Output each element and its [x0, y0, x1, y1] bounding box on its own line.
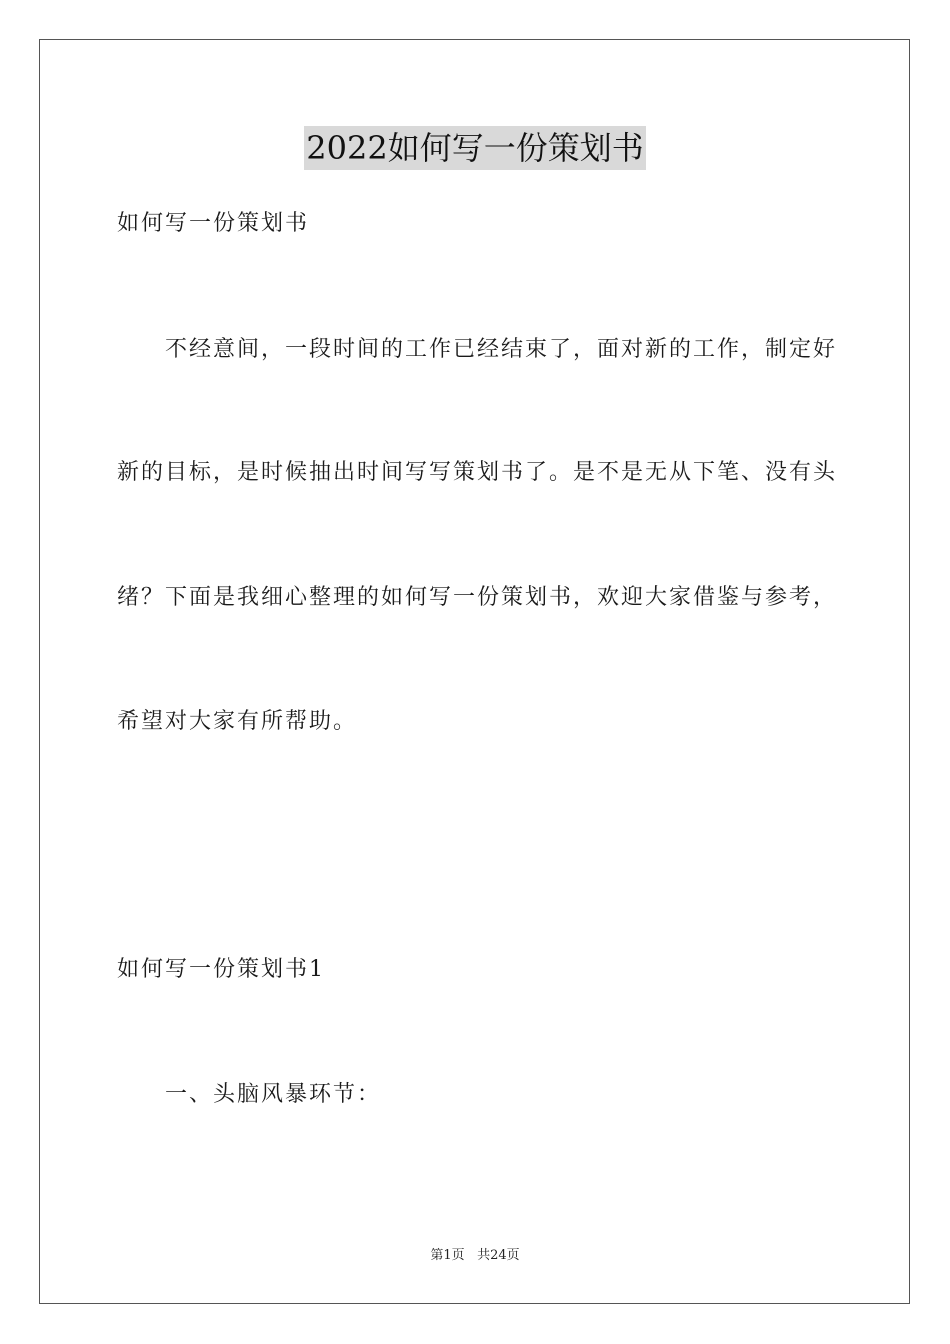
title-container [0, 126, 950, 170]
intro-line-3: 绪？下面是我细心整理的如何写一份策划书，欢迎大家借鉴与参考， [117, 585, 838, 610]
section-heading: 如何写一份策划书1 [117, 957, 325, 982]
intro-line-2: 新的目标，是时候抽出时间写写策划书了。是不是无从下笔、没有头 [117, 460, 838, 485]
intro-line-1: 不经意间，一段时间的工作已经结束了，面对新的工作，制定好 [165, 337, 838, 362]
page-total: 共24页 [477, 1248, 520, 1263]
intro-line-4: 希望对大家有所帮助。 [117, 709, 358, 734]
document-title: 2022如何写一份策划书 [304, 126, 645, 170]
page-footer [0, 1247, 950, 1265]
page-number: 第1页 [430, 1248, 465, 1263]
document-subtitle: 如何写一份策划书 [117, 211, 310, 236]
section-item: 一、头脑风暴环节： [165, 1082, 382, 1107]
